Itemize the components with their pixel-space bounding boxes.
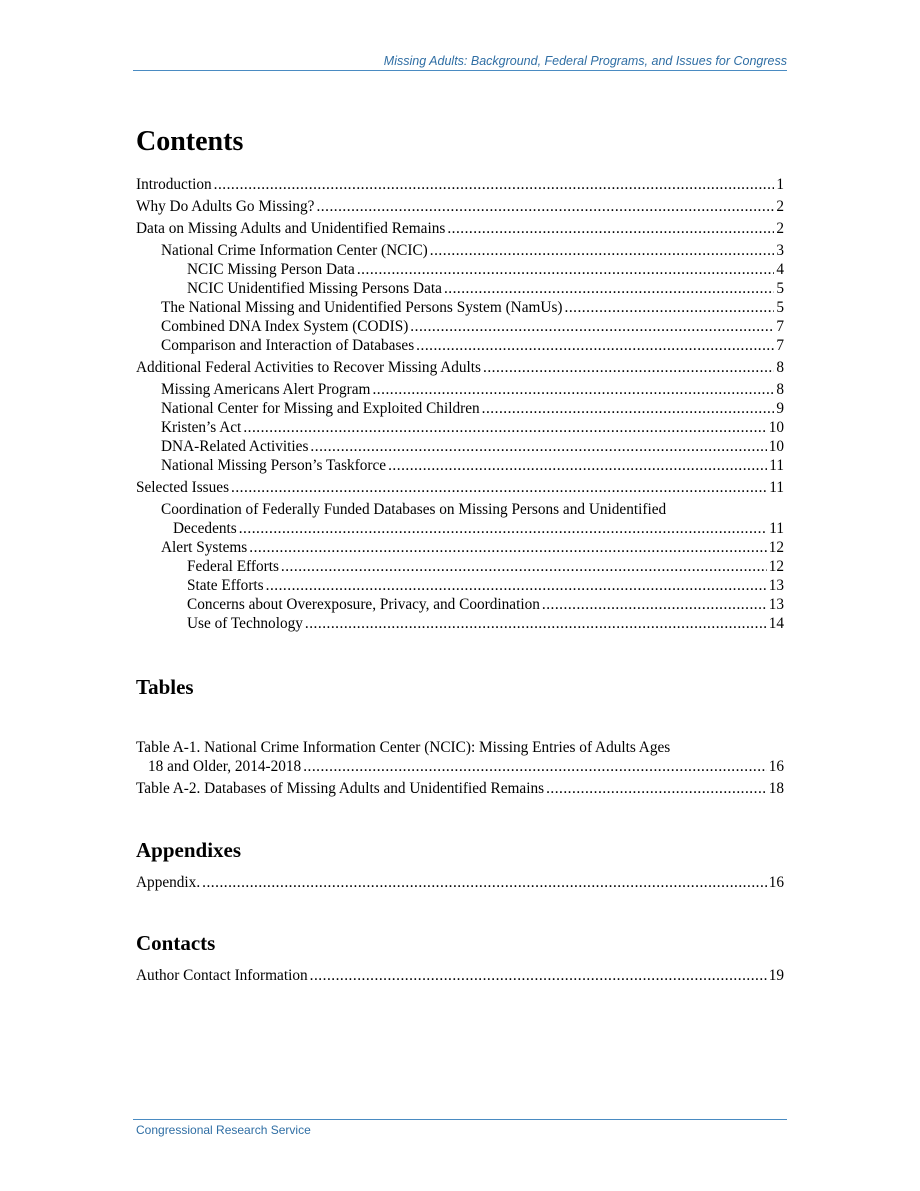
dot-leader <box>266 576 767 595</box>
dot-leader <box>310 966 767 985</box>
toc-entry-page: 5 <box>776 280 784 297</box>
toc-entry[interactable] <box>136 418 784 437</box>
tables-list <box>136 738 784 798</box>
toc-entry[interactable] <box>136 175 784 194</box>
toc-entry[interactable] <box>136 557 784 576</box>
toc-entry-page: 10 <box>768 438 784 455</box>
toc-entry-page: 11 <box>769 479 784 496</box>
toc-entry-page: 5 <box>776 299 784 316</box>
running-header-title: Missing Adults: Background, Federal Programs, and Issues for Congress <box>383 54 787 68</box>
toc-entry-page: 19 <box>768 967 784 984</box>
toc-entry[interactable] <box>136 478 784 497</box>
dot-leader <box>410 317 774 336</box>
toc-entry-title[interactable]: Why Do Adults Go Missing? <box>136 198 315 215</box>
toc-entry-title-line2[interactable]: 18 and Older, 2014-2018 <box>148 758 302 775</box>
toc-entry-title[interactable]: Combined DNA Index System (CODIS) <box>161 318 409 335</box>
toc-entry[interactable] <box>136 260 784 279</box>
toc-entry-title[interactable]: Appendix. <box>136 874 201 891</box>
toc-entry-title[interactable]: Additional Federal Activities to Recover Missing Adults <box>136 359 481 376</box>
toc-entry-title[interactable]: Federal Efforts <box>187 558 279 575</box>
dot-leader <box>239 519 768 538</box>
toc-entry[interactable] <box>136 219 784 238</box>
dot-leader <box>316 197 774 216</box>
toc-entry-title-line1[interactable]: Table A-1. National Crime Information Center (NCIC): Missing Entries of Adults Ages <box>136 739 671 756</box>
toc-entry-page: 8 <box>776 359 784 376</box>
toc-entry[interactable] <box>136 358 784 377</box>
contents-list <box>136 175 784 633</box>
toc-entry-page: 11 <box>769 457 784 474</box>
tables-heading: Tables <box>136 675 194 699</box>
toc-entry-title[interactable]: National Crime Information Center (NCIC) <box>161 242 428 259</box>
toc-entry[interactable] <box>136 576 784 595</box>
toc-entry-title-line1[interactable]: Coordination of Federally Funded Databases on Missing Persons and Unidentified <box>161 501 667 518</box>
toc-entry-title[interactable]: DNA-Related Activities <box>161 438 309 455</box>
toc-entry[interactable] <box>136 538 784 557</box>
contacts-list <box>136 966 784 985</box>
dot-leader <box>430 241 775 260</box>
toc-entry[interactable] <box>136 317 784 336</box>
dot-leader <box>357 260 775 279</box>
toc-entry-page: 13 <box>768 596 784 613</box>
toc-entry-page: 7 <box>776 318 784 335</box>
appendixes-heading: Appendixes <box>136 838 242 862</box>
dot-leader <box>388 456 767 475</box>
toc-entry-continuation[interactable] <box>136 757 784 776</box>
dot-leader <box>303 757 767 776</box>
toc-entry-page: 11 <box>769 520 784 537</box>
toc-entry-page: 14 <box>768 615 784 632</box>
toc-entry-title[interactable]: NCIC Missing Person Data <box>187 261 355 278</box>
toc-entry-title[interactable]: Comparison and Interaction of Databases <box>161 337 415 354</box>
toc-entry-title[interactable]: NCIC Unidentified Missing Persons Data <box>187 280 442 297</box>
footer-text: Congressional Research Service <box>136 1123 311 1137</box>
toc-entry-wrapped[interactable] <box>136 738 784 776</box>
toc-entry[interactable] <box>136 197 784 216</box>
toc-entry[interactable] <box>136 298 784 317</box>
toc-entry-page: 1 <box>776 176 784 193</box>
dot-leader <box>243 418 766 437</box>
toc-entry-title-line2[interactable]: Decedents <box>173 520 237 537</box>
toc-entry-page: 9 <box>776 400 784 417</box>
toc-entry-page: 16 <box>768 874 784 891</box>
dot-leader <box>482 399 775 418</box>
toc-entry-title[interactable]: Kristen’s Act <box>161 419 242 436</box>
toc-entry[interactable] <box>136 966 784 985</box>
toc-entry-title[interactable]: Data on Missing Adults and Unidentified Remains <box>136 220 446 237</box>
toc-entry-continuation[interactable] <box>161 519 784 538</box>
dot-leader <box>231 478 767 497</box>
toc-entry-title[interactable]: The National Missing and Unidentified Persons System (NamUs) <box>161 299 563 316</box>
toc-entry-title[interactable]: Author Contact Information <box>136 967 308 984</box>
toc-entry[interactable] <box>136 873 784 892</box>
toc-entry-page: 12 <box>768 539 784 556</box>
toc-entry[interactable] <box>136 437 784 456</box>
toc-entry-title[interactable]: Missing Americans Alert Program <box>161 381 371 398</box>
toc-entry-page: 13 <box>768 577 784 594</box>
toc-entry-page: 3 <box>776 242 784 259</box>
dot-leader <box>416 336 774 355</box>
dot-leader <box>546 779 767 798</box>
dot-leader <box>444 279 774 298</box>
toc-entry-page: 7 <box>776 337 784 354</box>
toc-entry[interactable] <box>136 456 784 475</box>
dot-leader <box>310 437 766 456</box>
dot-leader <box>281 557 767 576</box>
dot-leader <box>447 219 774 238</box>
toc-entry-title[interactable]: National Missing Person’s Taskforce <box>161 457 387 474</box>
toc-entry-page: 16 <box>768 758 784 775</box>
toc-entry[interactable] <box>136 595 784 614</box>
toc-entry-page: 8 <box>776 381 784 398</box>
appendixes-list <box>136 873 784 892</box>
toc-entry-title[interactable]: Table A-2. Databases of Missing Adults and Unidentified Remains <box>136 780 545 797</box>
toc-entry-page: 4 <box>776 261 784 278</box>
dot-leader <box>565 298 775 317</box>
toc-entry-title[interactable]: Concerns about Overexposure, Privacy, and Coordination <box>187 596 540 613</box>
contents-heading: Contents <box>136 126 244 157</box>
toc-entry-page: 2 <box>776 198 784 215</box>
page-footer <box>133 1119 787 1137</box>
toc-entry[interactable] <box>136 279 784 298</box>
toc-entry-title[interactable]: Alert Systems <box>161 539 248 556</box>
toc-entry-title[interactable]: Introduction <box>136 176 212 193</box>
dot-leader <box>249 538 766 557</box>
toc-entry-page: 2 <box>776 220 784 237</box>
toc-entry-title[interactable]: National Center for Missing and Exploited Children <box>161 400 480 417</box>
running-header <box>133 54 787 71</box>
contacts-heading: Contacts <box>136 931 216 955</box>
toc-entry[interactable] <box>136 241 784 260</box>
toc-entry-title[interactable]: Selected Issues <box>136 479 230 496</box>
dot-leader <box>372 380 774 399</box>
dot-leader <box>214 175 775 194</box>
toc-entry[interactable] <box>136 380 784 399</box>
dot-leader <box>305 614 767 633</box>
toc-entry-title[interactable]: State Efforts <box>187 577 264 594</box>
dot-leader <box>542 595 767 614</box>
toc-entry-page: 12 <box>768 558 784 575</box>
toc-entry[interactable] <box>136 614 784 633</box>
toc-entry[interactable] <box>136 399 784 418</box>
dot-leader <box>202 873 767 892</box>
dot-leader <box>483 358 774 377</box>
toc-entry-title[interactable]: Use of Technology <box>187 615 303 632</box>
toc-entry[interactable] <box>136 779 784 798</box>
toc-entry-page: 10 <box>768 419 784 436</box>
toc-entry[interactable] <box>136 336 784 355</box>
toc-entry-wrapped[interactable] <box>136 500 784 538</box>
toc-entry-page: 18 <box>768 780 784 797</box>
